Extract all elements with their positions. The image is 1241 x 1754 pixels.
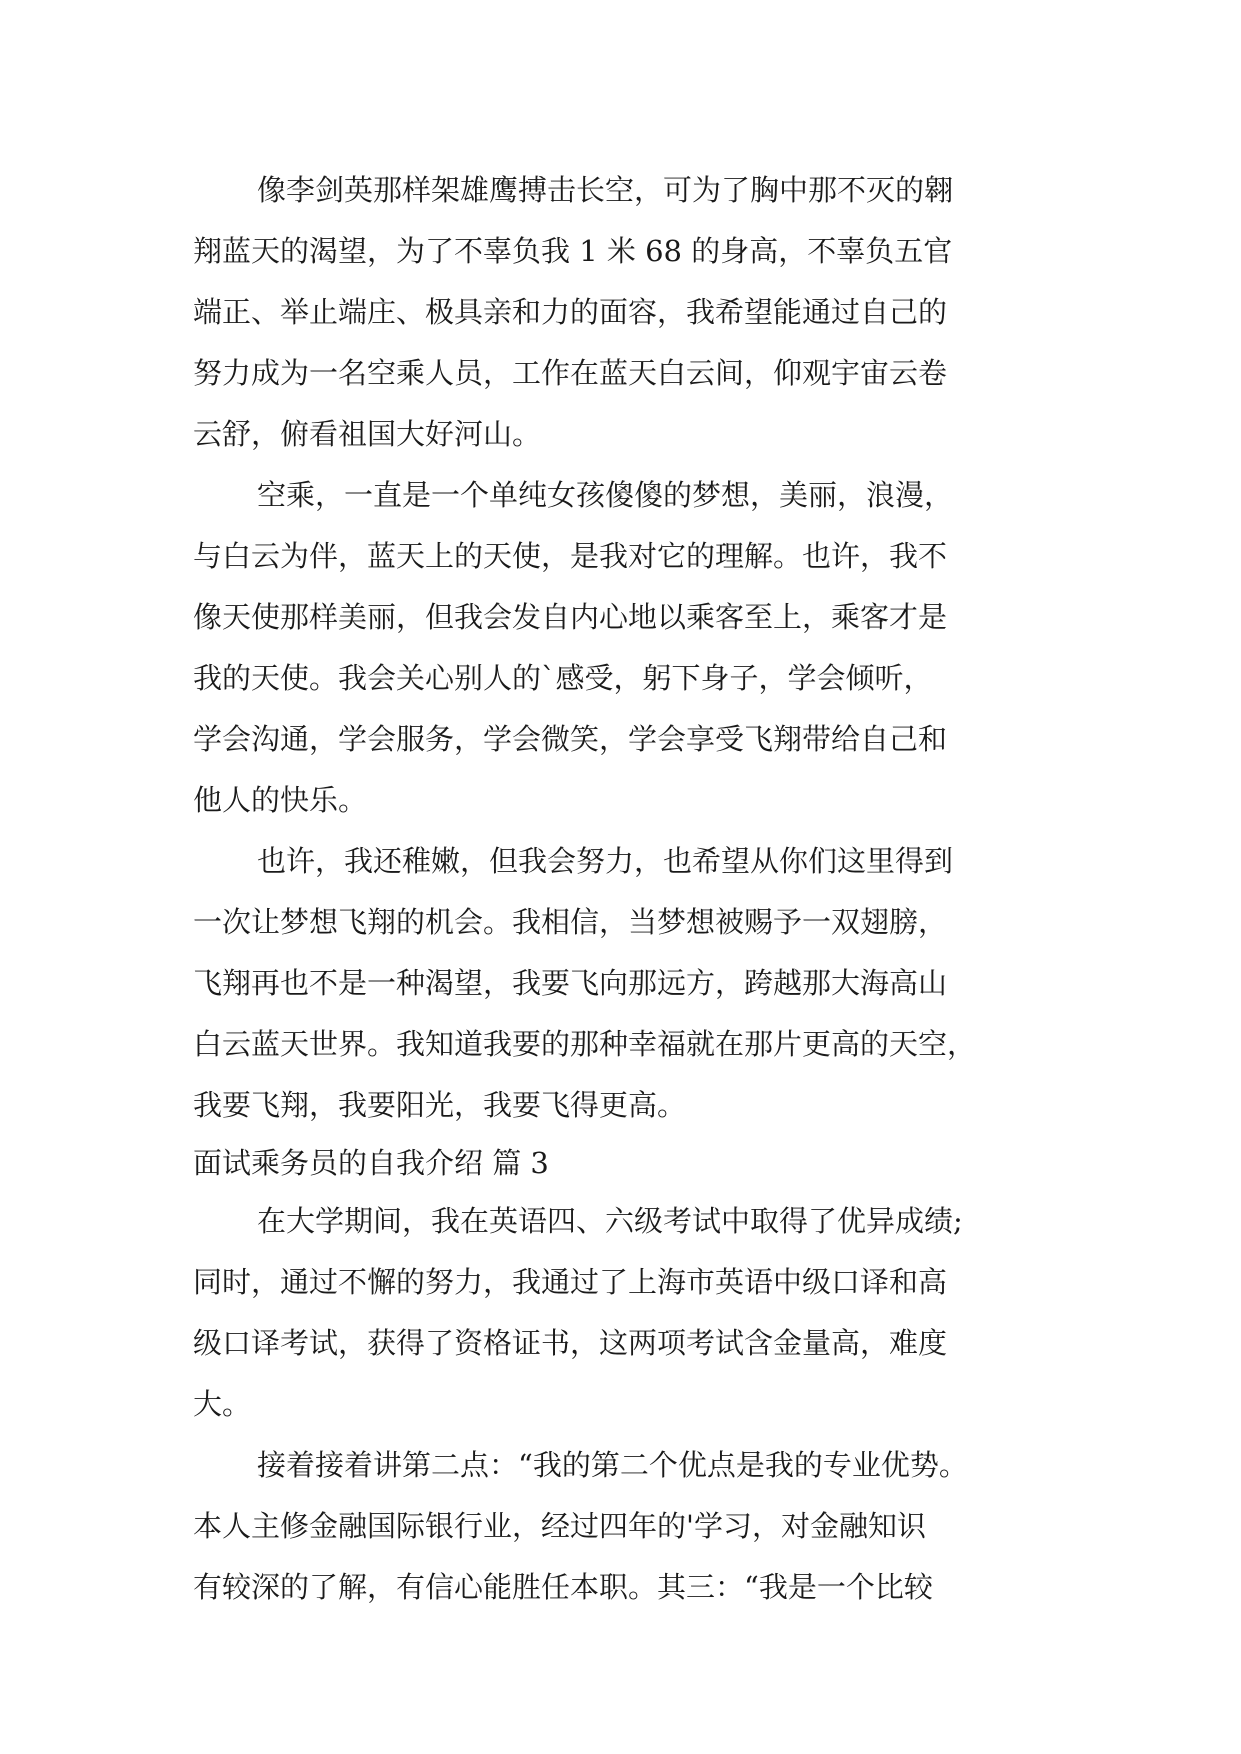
text-line: 接着接着讲第二点：“我的第二个优点是我的专业优势。 — [257, 1448, 968, 1482]
paragraph-4 — [193, 1191, 1063, 1435]
section-heading: 面试乘务员的自我介绍 篇 3 — [193, 1146, 549, 1180]
text-line: 翔蓝天的渴望，为了不辜负我 1 米 68 的身高，不辜负五官 — [193, 234, 953, 268]
text-line: 他人的快乐。 — [193, 783, 368, 817]
text-line: 我的天使。我会关心别人的`感受，躬下身子，学会倾听， — [193, 661, 933, 695]
text-line: 白云蓝天世界。我知道我要的那种幸福就在那片更高的天空， — [193, 1027, 977, 1061]
text-line: 本人主修金融国际银行业，经过四年的'学习，对金融知识 — [193, 1509, 926, 1543]
text-line: 努力成为一名空乘人员，工作在蓝天白云间，仰观宇宙云卷 — [193, 356, 948, 390]
paragraph-2 — [193, 465, 1063, 831]
text-line: 级口译考试，获得了资格证书，这两项考试含金量高，难度 — [193, 1326, 948, 1360]
text-line: 飞翔再也不是一种渴望，我要飞向那远方，跨越那大海高山 — [193, 966, 948, 1000]
text-line: 与白云为伴，蓝天上的天使，是我对它的理解。也许，我不 — [193, 539, 948, 573]
text-line: 大。 — [193, 1387, 252, 1421]
text-line: 有较深的了解，有信心能胜任本职。其三：“我是一个比较 — [193, 1570, 933, 1604]
text-line: 我要飞翔，我要阳光，我要飞得更高。 — [193, 1088, 687, 1122]
paragraph-1 — [193, 160, 1063, 465]
text-line: 学会沟通，学会服务，学会微笑，学会享受飞翔带给自己和 — [193, 722, 948, 756]
text-line: 一次让梦想飞翔的机会。我相信，当梦想被赐予一双翅膀， — [193, 905, 948, 939]
text-line: 云舒，俯看祖国大好河山。 — [193, 417, 542, 451]
paragraph-5 — [193, 1435, 1063, 1618]
text-line: 像李剑英那样架雄鹰搏击长空，可为了胸中那不灭的翱 — [257, 173, 954, 207]
text-line: 空乘，一直是一个单纯女孩傻傻的梦想，美丽，浪漫， — [257, 478, 954, 512]
paragraph-3 — [193, 831, 1063, 1136]
text-line: 端正、举止端庄、极具亲和力的面容，我希望能通过自己的 — [193, 295, 948, 329]
text-line: 也许，我还稚嫩，但我会努力，也希望从你们这里得到 — [257, 844, 954, 878]
text-line: 像天使那样美丽，但我会发自内心地以乘客至上，乘客才是 — [193, 600, 948, 634]
text-line: 同时，通过不懈的努力，我通过了上海市英语中级口译和高 — [193, 1265, 948, 1299]
text-line: 在大学期间，我在英语四、六级考试中取得了优异成绩; — [257, 1204, 963, 1238]
document-body — [193, 160, 1063, 1618]
